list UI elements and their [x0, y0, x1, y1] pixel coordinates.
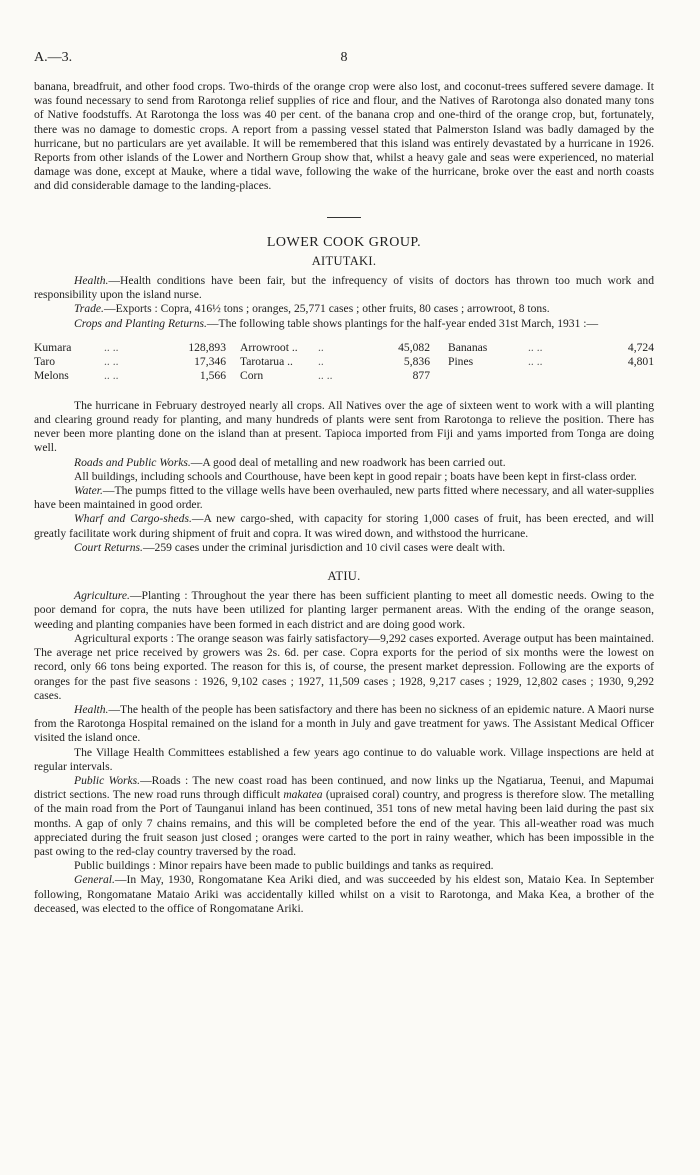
- table-cell: [584, 369, 654, 383]
- general-paragraph: [34, 873, 654, 916]
- aitutaki-trade-paragraph: [34, 302, 654, 316]
- table-cell: 5,836: [403, 354, 430, 368]
- makatea-term: makatea: [283, 788, 323, 802]
- wharf-paragraph: [34, 512, 654, 540]
- agriculture-text: —Planting : Throughout the year there has been sufficient planting to meet all domestic needs. Owing to the poor demand for copra, the nuts have been utilized for planting larger permanent areas. With the ending of the orange season, weeding and planting companies have been formed in each district and are doing good work.: [34, 589, 654, 631]
- wharf-text: —A new cargo-shed, with capacity for storing 1,000 cases of fruit, has been erected, and will greatly facilitate work during shipment of fruit and copra. It was wired down, and withstood the hurricane.: [34, 512, 654, 540]
- table-cell: 17,346: [194, 354, 226, 368]
- table-cell: Pines: [448, 354, 474, 368]
- agriculture-paragraph: [34, 589, 654, 632]
- table-cell: 4,801: [627, 354, 654, 368]
- public-works-text-a: —Roads : The new coast road has been continued, and now links up the Ngatiarua, Teenui, and Mapumai district sections. The new road runs through difficult: [34, 773, 654, 802]
- plantings-table: [34, 341, 654, 383]
- table-cell: Kumara: [34, 340, 72, 354]
- public-works-paragraph: [34, 774, 654, 859]
- table-row: [34, 341, 654, 355]
- table-cell: 1,566: [199, 368, 226, 382]
- section-title: LOWER COOK GROUP.: [266, 234, 422, 250]
- roads-label: Roads and Public Works.: [74, 455, 191, 469]
- public-buildings-paragraph: Public buildings : Minor repairs have been made to public buildings and tanks as required.: [74, 859, 494, 873]
- general-label: General.: [74, 873, 115, 887]
- page-number: 8: [340, 50, 348, 65]
- health-label: Health.: [74, 274, 109, 288]
- water-text: —The pumps fitted to the village wells have been overhauled, new parts fitted where necessary, and all water-supplies have been maintained in good order.: [34, 484, 654, 512]
- water-paragraph: [34, 484, 654, 512]
- court-paragraph: [34, 541, 654, 555]
- health-label: Health.: [74, 702, 109, 716]
- subsection-title-aitutaki: AITUTAKI.: [311, 253, 377, 268]
- table-cell: Melons: [34, 368, 69, 382]
- table-cell: 128,893: [188, 340, 226, 354]
- health-text: —The health of the people has been satisfactory and there has been no sickness of an epidemic nature. A Maori nurse from the Rarotonga Hospital remained on the island for a month in July and gave treatment for yaws. The Assistant Medical Officer visited the island once.: [34, 702, 654, 745]
- table-cell: Arrowroot ..: [240, 340, 298, 354]
- table-cell: [442, 369, 528, 383]
- page-header: [34, 50, 654, 70]
- exports-paragraph: Agricultural exports : The orange season was fairly satisfactory—9,292 cases exported. Average output has been maintained. The average net price received by growers was 2s. 6d. per case. Copra exports for the period of six months were the lowest on record, only 66 tons being exported. The reason for this is, of course, the present market depression. Following are the exports of oranges for the past five seasons : 1926, 9,102 cases ; 1927, 11,509 cases ; 1928, 9,217 cases ; 1929, 12,802 cases ; 1930, 9,292 cases.: [34, 631, 654, 702]
- leader-dots: ..: [318, 340, 324, 354]
- table-cell: Corn: [240, 368, 264, 382]
- subsection-title-atiu: ATIU.: [327, 569, 361, 584]
- body-text: [34, 80, 654, 916]
- court-text: —259 cases under the criminal jurisdiction and 10 civil cases were dealt with.: [142, 540, 506, 554]
- leader-dots: [528, 369, 584, 383]
- village-paragraph: The Village Health Committees established a few years ago continue to do valuable work. Village inspections are held at regular intervals.: [34, 745, 654, 773]
- table-cell: 45,082: [398, 340, 430, 354]
- table-cell: 877: [412, 368, 430, 382]
- court-label: Court Returns.: [74, 540, 143, 554]
- public-works-text-b: (upraised coral) country, and progress is therefore slow. The metalling of the main road from the Port of Taunganui inland has been continued, 351 tons of new metal having been laid during the past six months. A gap of only 7 chains remains, and this will be completed before the end of the year. This all-weather road was much appreciated during the fruit season just closed ; oranges were carted to the port in rainy weather, which has been impossible in the past owing to the red-clay country traversed by the road.: [34, 788, 655, 858]
- roads-text: —A good deal of metalling and new roadwork has been carried out.: [190, 455, 506, 469]
- crops-text: —The following table shows plantings for the half-year ended 31st March, 1931 :—: [206, 316, 599, 330]
- leader-dots: .. ..: [104, 340, 119, 354]
- table-cell: Tarotarua ..: [240, 354, 293, 368]
- agriculture-label: Agriculture.: [74, 589, 130, 603]
- leader-dots: .. ..: [318, 368, 333, 382]
- table-cell: Bananas: [448, 340, 488, 354]
- leader-dots: ..: [318, 354, 324, 368]
- leader-dots: .. ..: [528, 340, 543, 354]
- table-row: [34, 355, 654, 369]
- public-works-label: Public Works.: [74, 773, 141, 787]
- table-cell: 4,724: [627, 340, 654, 354]
- document-reference: A.—3.: [34, 50, 73, 65]
- water-label: Water.: [74, 484, 103, 498]
- buildings-paragraph: All buildings, including schools and Courthouse, have been kept in good repair ; boats have been kept in first-class order.: [74, 469, 637, 483]
- leader-dots: .. ..: [104, 354, 119, 368]
- wharf-label: Wharf and Cargo-sheds.: [74, 512, 192, 526]
- table-row: [34, 369, 654, 383]
- intro-paragraph: banana, breadfruit, and other food crops. Two-thirds of the orange crop were also lost, and coconut-trees suffered severe damage. It was found necessary to send from Rarotonga relief supplies of rice and flour, and the Natives of Rarotonga also donated many tons of Native foodstuffs. At Rarotonga the loss was 40 per cent. of the banana crop and one-third of the orange crop, but, fortunately, there was no damage to domestic crops. A report from a passing vessel stated that Palmerston Island was badly damaged by the hurricane, but no particulars are yet available. It will be remembered that this island was entirely devastated by a hurricane in 1926. Reports from other islands of the Lower and Northern Group show that, whilst a heavy gale and seas were experienced, no material damage was done, except at Mauke, where a tidal wave, following the wake of the hurricane, broke over the east and north coasts and did considerable damage to the landing-places.: [34, 80, 654, 193]
- leader-dots: .. ..: [528, 354, 543, 368]
- aitutaki-health-paragraph: [34, 274, 654, 302]
- hurricane-paragraph: The hurricane in February destroyed nearly all crops. All Natives over the age of sixteen went to work with a will planting and clearing ground ready for planting, and many hundreds of plants were sent from Rarotonga to relieve the position. There has never been more planting done on the island than at present. Tapioca imported from Fiji and yams imported from Tonga are doing well.: [34, 398, 654, 455]
- trade-text: —Exports : Copra, 416½ tons ; oranges, 25,771 cases ; other fruits, 80 cases ; arrowroot, 8 tons.: [103, 302, 550, 316]
- health-text: —Health conditions have been fair, but the infrequency of visits of doctors has thrown too much work and responsibility upon the island nurse.: [34, 274, 654, 302]
- roads-paragraph: [34, 456, 654, 470]
- crops-label: Crops and Planting Returns.: [74, 316, 207, 330]
- general-text: —In May, 1930, Rongomatane Kea Ariki died, and was succeeded by his eldest son, Mataio Kea. In September following, Rongomatane Mataio Ariki was accidentally killed whilst on a visit to Rarotonga, and Maka Kea, a brother of the deceased, was elected to the office of Rongomatane Ariki.: [34, 873, 654, 915]
- aitutaki-crops-paragraph: [34, 317, 654, 331]
- table-cell: Taro: [34, 354, 56, 368]
- leader-dots: .. ..: [104, 368, 119, 382]
- section-divider: [327, 217, 361, 218]
- atiu-health-paragraph: [34, 703, 654, 746]
- trade-label: Trade.: [74, 302, 104, 316]
